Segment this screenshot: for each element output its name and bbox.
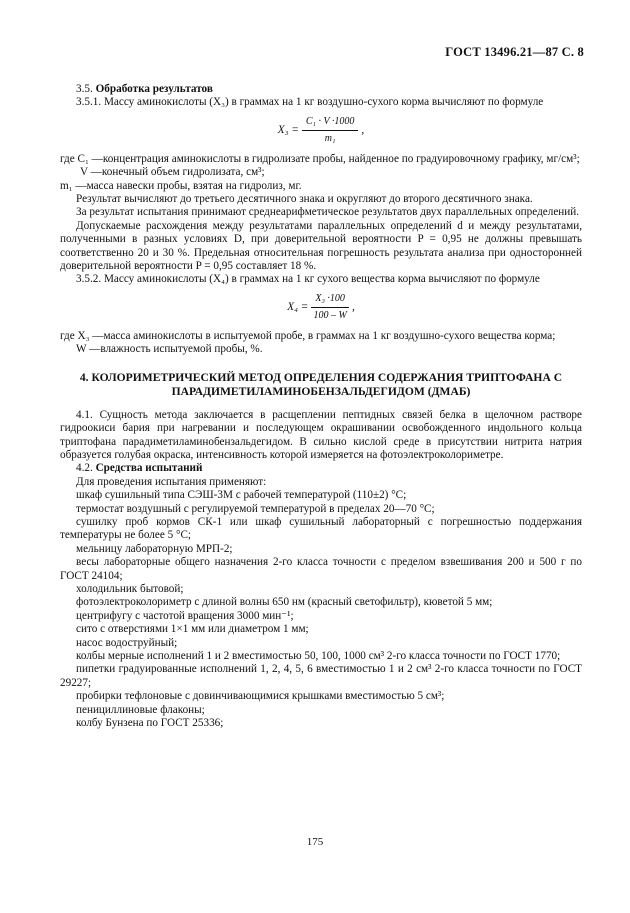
section-4-2-heading (60, 462, 582, 475)
section-3-5-number: 3.5. (76, 83, 93, 95)
equipment-item: шкаф сушильный типа СЭШ-3М с рабочей температурой (110±2) °С; (76, 489, 407, 502)
formula-x3-lhs: X₃ = (277, 123, 299, 136)
paragraph-3-5-2: 3.5.2. Массу аминокислоты (X₄) в граммах на 1 кг сухого вещества корма вычисляют по формуле (76, 273, 540, 286)
page-number: 175 (306, 836, 324, 848)
section-4-2-title: Средства испытаний (95, 462, 203, 475)
formula-x3-denominator: m₁ (324, 132, 336, 144)
definition-c1 (60, 153, 582, 166)
paragraph-4-1: 4.1. Сущность метода заключается в расщеплении пептидных связей белка в щелочном растворе гидроокиси бария при нагревании и последующем окрашивании освобожденного индольного кольца триптофана парадиметиламинобензальдегидом. В сильно кислой среде в присутствии нитрита натрия образуется голубая окраска, интенсивность которой измеряется на фотоэлектроколориметре. (60, 408, 582, 461)
paragraph-3-5-1: 3.5.1. Массу аминокислоты (X₃) в граммах на 1 кг воздушно-сухого корма вычисляют по формуле (76, 96, 544, 109)
section-4-2-number: 4.2. (76, 462, 93, 475)
formula-x4-numerator: X₃ ·100 (311, 293, 349, 308)
equipment-item: пипетки градуированные исполнений 1, 2, 4, 5, 6 вместимостью 1 и 2 см³ 2-го класса точности по ГОСТ 29227; (60, 663, 582, 689)
definition-w-symbol: W — (76, 343, 101, 356)
definition-m1 (60, 180, 582, 193)
equipment-item: термостат воздушный с регулируемой температурой в пределах 20—70 °С; (76, 502, 435, 515)
definitions-x3 (60, 153, 582, 193)
definition-m1-symbol: m₁ — (60, 179, 87, 192)
definition-c1-symbol: где C₁ — (60, 152, 103, 165)
definition-v-symbol: V — (80, 166, 102, 179)
section-3-5-title: Обработка результатов (95, 83, 213, 95)
formula-x4-tail: , (351, 300, 355, 313)
definition-x3-text: масса аминокислоты в испытуемой пробе, в граммах на 1 кг воздушно-сухого вещества корма; (103, 329, 556, 342)
definition-w (60, 343, 582, 356)
equipment-item: сушилку проб кормов СК-1 или шкаф сушильный лабораторный с погрешностью поддержания температуры не более 5 °С; (60, 515, 582, 542)
formula-x3-tail: , (361, 123, 365, 136)
formula-x4-lhs: X₄ = (287, 300, 309, 313)
definition-w-text: влажность испытуемой пробы, %. (100, 343, 263, 356)
page-header: ГОСТ 13496.21—87 С. 8 (445, 45, 584, 59)
paragraph-4-2-intro: Для проведения испытания применяют: (76, 475, 267, 488)
formula-x4-fraction (311, 293, 349, 322)
equipment-item: колбу Бунзена по ГОСТ 25336; (76, 717, 224, 730)
section-3-5-heading (60, 83, 582, 96)
equipment-item: центрифугу с частотой вращения 3000 мин⁻¹; (76, 609, 294, 622)
equipment-list (60, 489, 582, 730)
paragraph-rounding: Результат вычисляют до третьего десятичного знака и округляют до второго десятичного знака. (76, 193, 533, 206)
equipment-item: холодильник бытовой; (76, 582, 184, 595)
paragraph-result: За результат испытания принимают среднеарифметическое результатов двух параллельных определений. (76, 206, 580, 219)
formula-x3-numerator: C₁ · V ·1000 (302, 116, 359, 131)
formula-x4-denominator: 100 – W (313, 309, 347, 321)
formula-x4 (60, 293, 582, 322)
definition-x3-symbol: где X₃ — (60, 329, 104, 342)
equipment-item: сито с отверстиями 1×1 мм или диаметром 1 мм; (76, 623, 309, 636)
equipment-item: мельницу лабораторную МРП-2; (76, 542, 233, 555)
equipment-item: пробирки тефлоновые с довинчивающимися крышками вместимостью 5 см³; (76, 690, 445, 703)
equipment-item: колбы мерные исполнений 1 и 2 вместимостью 50, 100, 1000 см³ 2-го класса точности по ГОСТ 1770; (76, 650, 561, 662)
formula-x3 (60, 116, 582, 145)
definition-v (60, 166, 582, 179)
paragraph-tolerance: Допускаемые расхождения между результатами параллельных определений d и между результатами, полученными в разных условиях D, при доверительной вероятности P = 0,95 не должны превышать соответственно 20 и 30 %. Предельная относительная погрешность результата анализа при односторонней доверительной вероятности P = 0,95 составляет 18 %. (60, 219, 582, 273)
section-4-title: 4. КОЛОРИМЕТРИЧЕСКИЙ МЕТОД ОПРЕДЕЛЕНИЯ СОДЕРЖАНИЯ ТРИПТОФАНА С ПАРАДИМЕТИЛАМИНОБЕНЗАЛЬДЕГИДОМ (ДМАБ) (79, 370, 563, 398)
equipment-item: пенициллиновые флаконы; (76, 703, 205, 716)
equipment-item: насос водоструйный; (76, 636, 178, 649)
definition-v-text: конечный объем гидролизата, см³; (101, 166, 265, 179)
definition-x3 (60, 330, 582, 343)
equipment-item: весы лабораторные общего назначения 2-го класса точности с пределом взвешивания 200 и 500 г по ГОСТ 24104; (60, 556, 582, 582)
formula-x3-fraction (302, 116, 359, 145)
document-body (60, 83, 582, 730)
definition-m1-text: масса навески пробы, взятая на гидролиз, мг. (86, 179, 302, 192)
definition-c1-text: концентрация аминокислоты в гидролизате пробы, найденное по градуировочному графику, мг/см³; (102, 152, 580, 165)
definitions-x4 (60, 330, 582, 357)
equipment-item: фотоэлектроколориметр с длиной волны 650 нм (красный светофильтр), кюветой 5 мм; (76, 596, 493, 609)
